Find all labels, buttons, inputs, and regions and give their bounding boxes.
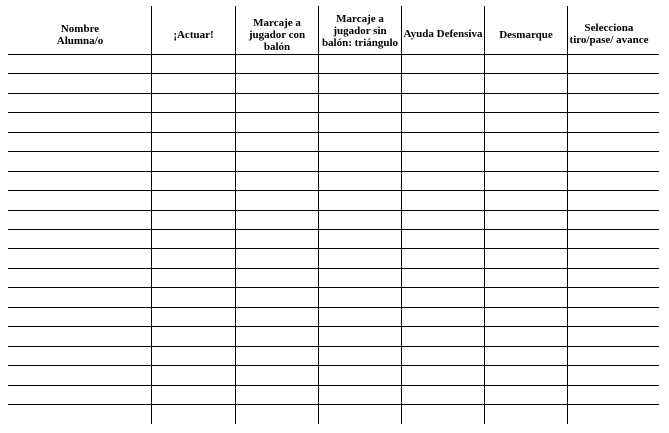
col-border bbox=[235, 6, 236, 424]
table-row-line bbox=[8, 229, 659, 230]
table-row-line bbox=[8, 54, 659, 55]
table-row-line bbox=[8, 190, 659, 191]
table-row-line bbox=[8, 171, 659, 172]
header-ayuda-defensiva: Ayuda Defensiva bbox=[403, 28, 483, 40]
header-marcaje-sin-balon: Marcaje a jugador sin balón: triángulo bbox=[321, 13, 399, 49]
col-border bbox=[567, 6, 568, 424]
header-selecciona: Selecciona tiro/pase/ avance bbox=[569, 22, 649, 46]
table-row-line bbox=[8, 151, 659, 152]
table-row-line bbox=[8, 248, 659, 249]
table-row-line bbox=[8, 326, 659, 327]
table-row-line bbox=[8, 93, 659, 94]
col-border bbox=[401, 6, 402, 424]
table-row-line bbox=[8, 132, 659, 133]
table-row-line bbox=[8, 287, 659, 288]
table-row-line bbox=[8, 73, 659, 74]
col-border bbox=[151, 6, 152, 424]
table-row-line bbox=[8, 268, 659, 269]
col-border bbox=[318, 6, 319, 424]
table-row-line bbox=[8, 346, 659, 347]
table-row-line bbox=[8, 404, 659, 405]
table-row-line bbox=[8, 210, 659, 211]
table-row-line bbox=[8, 385, 659, 386]
table-row-line bbox=[8, 365, 659, 366]
header-desmarque: Desmarque bbox=[499, 29, 553, 41]
col-border bbox=[484, 6, 485, 424]
table-row-line bbox=[8, 112, 659, 113]
header-nombre: Nombre Alumna/o bbox=[56, 23, 104, 47]
table-row-line bbox=[8, 307, 659, 308]
header-marcaje-con-balon: Marcaje a jugador con balón bbox=[248, 17, 306, 53]
header-actuar: ¡Actuar! bbox=[173, 29, 214, 41]
